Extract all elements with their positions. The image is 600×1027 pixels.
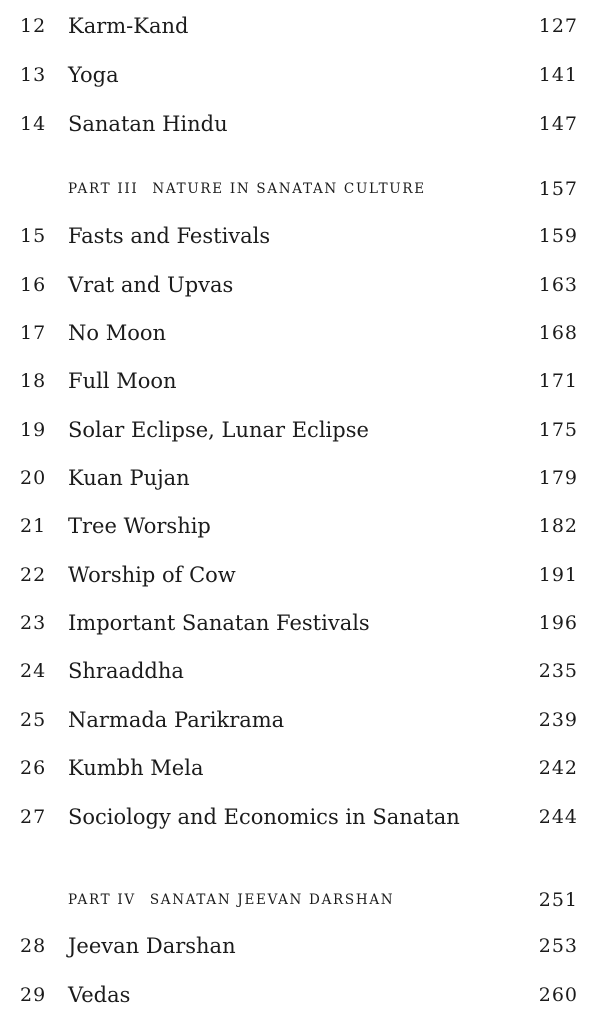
toc-entry — [0, 6, 600, 50]
page-number: 239 — [538, 709, 578, 731]
chapter-title: Vrat and Upvas — [68, 273, 234, 297]
page-number: 163 — [538, 274, 578, 296]
part-heading — [0, 169, 600, 213]
chapter-title: Full Moon — [68, 369, 177, 393]
toc-entry — [0, 555, 600, 599]
part-title: SANATAN JEEVAN DARSHAN — [149, 892, 395, 908]
page-number: 168 — [538, 322, 578, 344]
chapter-number: 24 — [20, 660, 47, 682]
toc-entry — [0, 458, 600, 502]
chapter-title: Kumbh Mela — [68, 756, 204, 780]
chapter-number: 17 — [20, 322, 47, 344]
chapter-number: 19 — [20, 419, 47, 441]
chapter-number: 26 — [20, 757, 47, 779]
chapter-number: 23 — [20, 612, 47, 634]
page-number: 244 — [538, 806, 578, 828]
chapter-title: Jeevan Darshan — [68, 934, 236, 958]
toc-entry — [0, 603, 600, 647]
toc-entry — [0, 410, 600, 454]
part-label: PART IV — [68, 892, 136, 908]
part-label: PART III — [68, 181, 139, 197]
toc-entry — [0, 104, 600, 148]
page-number: 253 — [538, 935, 578, 957]
toc-entry — [0, 361, 600, 405]
toc-entry — [0, 975, 600, 1019]
toc-entry — [0, 313, 600, 357]
chapter-number: 16 — [20, 274, 47, 296]
toc-entry — [0, 748, 600, 792]
page-number: 147 — [538, 113, 578, 135]
chapter-number: 20 — [20, 467, 47, 489]
chapter-title: Shraaddha — [68, 659, 184, 683]
page-number: 242 — [538, 757, 578, 779]
chapter-title: Sanatan Hindu — [68, 112, 228, 136]
chapter-number: 21 — [20, 515, 47, 537]
chapter-title: Vedas — [68, 983, 131, 1007]
page-number: 175 — [538, 419, 578, 441]
chapter-title: Important Sanatan Festivals — [68, 611, 370, 635]
toc-entry — [0, 506, 600, 550]
chapter-number: 28 — [20, 935, 47, 957]
page-number: 157 — [538, 178, 578, 200]
toc-entry — [0, 55, 600, 99]
page-number: 159 — [538, 225, 578, 247]
chapter-title: Kuan Pujan — [68, 466, 190, 490]
chapter-title: No Moon — [68, 321, 167, 345]
chapter-title: Tree Worship — [68, 514, 211, 538]
chapter-number: 22 — [20, 564, 47, 586]
toc-entry — [0, 265, 600, 309]
chapter-number: 15 — [20, 225, 47, 247]
page-number: 251 — [538, 889, 578, 911]
toc-entry — [0, 700, 600, 744]
chapter-number: 18 — [20, 370, 47, 392]
part-heading — [0, 880, 600, 924]
toc-entry — [0, 651, 600, 695]
chapter-title: Worship of Cow — [68, 563, 236, 587]
page-number: 141 — [538, 64, 578, 86]
chapter-title: Sociology and Economics in Sanatan — [68, 805, 460, 829]
chapter-number: 12 — [20, 15, 47, 37]
chapter-title: Karm-Kand — [68, 14, 189, 38]
chapter-number: 14 — [20, 113, 47, 135]
chapter-number: 27 — [20, 806, 47, 828]
part-title: NATURE IN SANATAN CULTURE — [152, 181, 426, 197]
page-number: 260 — [538, 984, 578, 1006]
chapter-title: Fasts and Festivals — [68, 224, 271, 248]
page-number: 171 — [538, 370, 578, 392]
chapter-number: 29 — [20, 984, 47, 1006]
toc-entry — [0, 926, 600, 970]
toc-entry — [0, 797, 600, 841]
page-number: 235 — [538, 660, 578, 682]
page-number: 127 — [538, 15, 578, 37]
chapter-title: Solar Eclipse, Lunar Eclipse — [68, 418, 369, 442]
page-number: 191 — [538, 564, 578, 586]
chapter-title: Yoga — [68, 63, 119, 87]
chapter-number: 25 — [20, 709, 47, 731]
page-number: 179 — [538, 467, 578, 489]
page-number: 182 — [538, 515, 578, 537]
chapter-title: Narmada Parikrama — [68, 708, 285, 732]
toc-entry — [0, 216, 600, 260]
chapter-number: 13 — [20, 64, 47, 86]
page-number: 196 — [538, 612, 578, 634]
